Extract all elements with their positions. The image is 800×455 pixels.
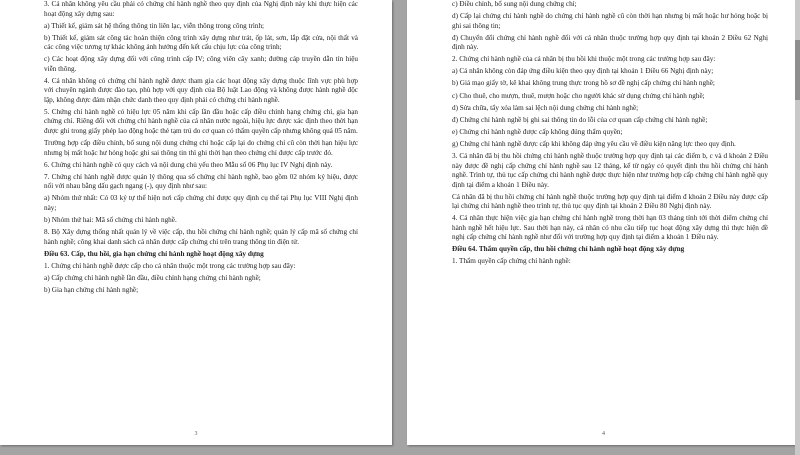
paragraph: d) Sửa chữa, tẩy xóa làm sai lệch nội dung chứng chỉ hành nghề; xyxy=(452,103,639,112)
scrollbar-thumb[interactable] xyxy=(795,40,800,100)
paragraph: 4. Cá nhân không có chứng chỉ hành nghề được tham gia các hoạt động xây dựng thuộc lĩnh vực phù hợp với chuyên ngành được đào tạo, phù hợp với quy định của Bộ luật Lao động và không được hành nghề độc lập, không được đảm nhận chức danh theo quy định phải có chứng chỉ hành nghề. xyxy=(44,76,358,104)
paragraph: 5. Chứng chỉ hành nghề có hiệu lực 05 năm khi cấp lần đầu hoặc cấp điều chỉnh hạng chứng chỉ, gia hạn chứng chỉ. Riêng đối với chứng chỉ hành nghề của cá nhân nước ngoài, hiệu lực được xác định theo thời hạn được ghi trong giấy phép lao động hoặc thẻ tạm trú do cơ quan có thẩm quyền cấp nhưng không quá 05 năm. xyxy=(44,107,358,135)
paragraph: c) Điều chỉnh, bổ sung nội dung chứng chỉ; xyxy=(452,0,577,8)
paragraph: a) Cá nhân không còn đáp ứng điều kiện theo quy định tại khoản 1 Điều 66 Nghị định này; xyxy=(452,67,714,76)
page-number: 4 xyxy=(602,431,605,437)
paragraph: 6. Chứng chỉ hành nghề có quy cách và nội dung chủ yếu theo Mẫu số 06 Phụ lục IV Nghị định này. xyxy=(44,160,333,169)
paragraph: c) Cho thuê, cho mượn, thuê, mượn hoặc cho người khác sử dụng chứng chỉ hành nghề; xyxy=(452,91,705,100)
paragraph: b) Giả mạo giấy tờ, kê khai không trung thực trong hồ sơ đề nghị cấp chứng chỉ hành nghề; xyxy=(452,79,715,88)
paragraph: Cá nhân đã bị thu hồi chứng chỉ hành nghề thuộc trường hợp quy định tại điểm đ khoản 2 Điều này được cấp lại chứng chỉ hành nghề theo trình tự, thủ tục quy định tại khoản 2 Điều 80 Nghị định này. xyxy=(452,192,768,211)
paragraph: b) Nhóm thứ hai: Mã số chứng chỉ hành nghề. xyxy=(44,215,177,224)
paragraph: 3. Cá nhân không yêu cầu phải có chứng chỉ hành nghề theo quy định của Nghị định này khi thực hiện các hoạt động xây dựng sau: xyxy=(44,0,358,18)
paragraph: 1. Thẩm quyền cấp chứng chỉ hành nghề: xyxy=(452,257,571,266)
paragraph: g) Chứng chỉ hành nghề được cấp khi không đáp ứng yêu cầu về điều kiện năng lực theo quy định. xyxy=(452,139,736,148)
paragraph: đ) Chuyển đổi chứng chỉ hành nghề đối với cá nhân thuộc trường hợp quy định tại khoản 2 Điều 62 Nghị định này. xyxy=(452,33,768,52)
page-left-content xyxy=(44,0,358,298)
paragraph: Trường hợp cấp điều chỉnh, bổ sung nội dung chứng chỉ hoặc cấp lại do chứng chỉ cũ còn thời hạn hiệu lực nhưng bị mất hoặc hư hỏng hoặc ghi sai thông tin thì ghi thời hạn theo chứng chỉ được cấp trước đó. xyxy=(44,139,358,157)
paragraph: 4. Cá nhân thực hiện việc gia hạn chứng chỉ hành nghề trong thời hạn 03 tháng tính tới thời điểm chứng chỉ hành nghề hết hiệu lực. Sau thời hạn này, cá nhân có nhu cầu tiếp tục hoạt động xây dựng thì thực hiện đề nghị cấp chứng chỉ hành nghề như đối với trường hợp quy định tại điểm a khoản 1 Điều này. xyxy=(452,214,768,242)
paragraph: đ) Chứng chỉ hành nghề bị ghi sai thông tin do lỗi của cơ quan cấp chứng chỉ hành nghề; xyxy=(452,115,708,124)
paragraph: d) Cấp lại chứng chỉ hành nghề do chứng chỉ hành nghề cũ còn thời hạn nhưng bị mất hoặc hư hỏng hoặc bị ghi sai thông tin; xyxy=(452,12,768,30)
document-page-left xyxy=(0,0,392,445)
paragraph: a) Thiết kế, giám sát hệ thống thông tin liên lạc, viễn thông trong công trình; xyxy=(44,21,265,30)
page-right-content xyxy=(452,0,768,270)
article-heading: Điều 64. Thẩm quyền cấp, thu hồi chứng chỉ hành nghề hoạt động xây dựng xyxy=(452,245,685,254)
article-heading: Điều 63. Cấp, thu hồi, gia hạn chứng chỉ hành nghề hoạt động xây dựng xyxy=(44,249,264,258)
paragraph: 7. Chứng chỉ hành nghề được quản lý thông qua số chứng chỉ hành nghề, bao gồm 02 nhóm ký hiệu, được nối với nhau bằng dấu gạch ngang (-), quy định như sau: xyxy=(44,172,358,191)
paragraph: e) Chứng chỉ hành nghề được cấp không đúng thẩm quyền; xyxy=(452,127,623,136)
paragraph: 3. Cá nhân đã bị thu hồi chứng chỉ hành nghề thuộc trường hợp quy định tại các điểm b, c và d khoản 2 Điều này được đề nghị cấp chứng chỉ hành nghề sau 12 tháng, kể từ ngày có quyết định thu hồi chứng chỉ hành nghề. Trình tự, thủ tục cấp chứng chỉ hành nghề được thực hiện như trường hợp cấp chứng chỉ hành nghề quy định tại điểm a khoản 1 Điều này. xyxy=(452,152,768,189)
paragraph: a) Nhóm thứ nhất: Có 03 ký tự thể hiện nơi cấp chứng chỉ được quy định cụ thể tại Phụ lục VIII Nghị định này; xyxy=(44,194,358,212)
paragraph: a) Cấp chứng chỉ hành nghề lần đầu, điều chỉnh hạng chứng chỉ hành nghề; xyxy=(44,273,261,282)
paragraph: 2. Chứng chỉ hành nghề của cá nhân bị thu hồi khi thuộc một trong các trường hợp sau đây: xyxy=(452,55,716,64)
page-number: 3 xyxy=(194,431,198,437)
document-page-right xyxy=(407,0,800,445)
paragraph: b) Thiết kế, giám sát công tác hoàn thiện công trình xây dựng như trát, ốp lát, sơn, lắp đặt cửa, nội thất và các công việc tương tự khác không ảnh hưởng đến kết cấu chịu lực của công trình; xyxy=(44,33,358,52)
paragraph: c) Các hoạt động xây dựng đối với công trình cấp IV; công viên cây xanh; đường cáp truyền dẫn tín hiệu viễn thông. xyxy=(44,55,358,73)
vertical-scrollbar[interactable] xyxy=(795,0,800,455)
paragraph: 8. Bộ Xây dựng thống nhất quản lý về việc cấp, thu hồi chứng chỉ hành nghề; quản lý cấp mã số chứng chỉ hành nghề; công khai danh sách cá nhân được cấp chứng chỉ trên trang thông tin điện tử. xyxy=(44,228,358,246)
paragraph: b) Gia hạn chứng chỉ hành nghề; xyxy=(44,285,139,294)
paragraph: 1. Chứng chỉ hành nghề được cấp cho cá nhân thuộc một trong các trường hợp sau đây: xyxy=(44,261,296,270)
